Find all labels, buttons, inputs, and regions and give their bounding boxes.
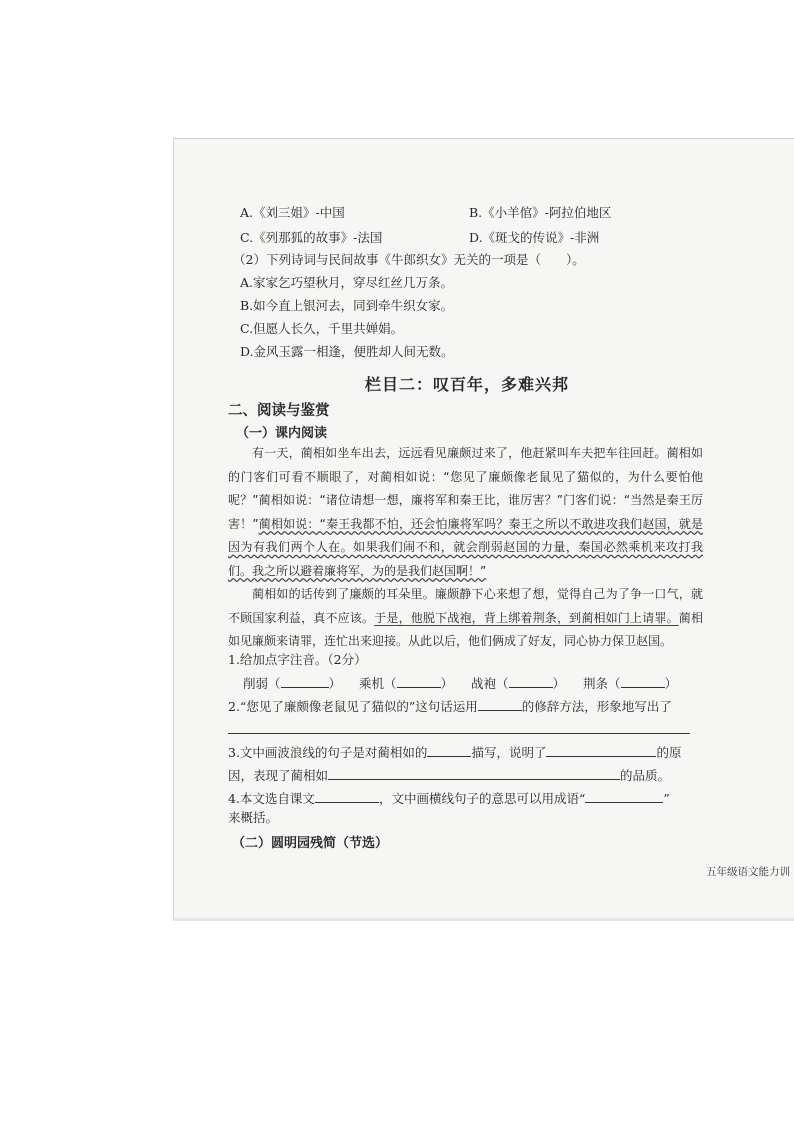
question-2-option-d: D.金风玉露一相逢，便胜却人间无数。 — [240, 344, 454, 359]
q2-blank-1[interactable] — [478, 696, 522, 711]
option-d: D.《斑戈的传说》-非洲 — [469, 230, 600, 245]
reading-passage — [228, 442, 703, 654]
page-footer: 五年级语文能力训 — [706, 866, 790, 878]
option-b: B.《小羊倌》-阿拉伯地区 — [469, 205, 612, 220]
q1-prompt: 1.给加点字注音。（2分） — [228, 652, 367, 667]
q3-blank-3[interactable] — [328, 765, 620, 780]
q3-prompt: 3.文中画波浪线的句子是对蔺相如的 描写，说明了 的原 — [228, 742, 681, 763]
passage-paragraph-2 — [228, 583, 703, 654]
passage-p2-text: 蔺相如的话传到了廉颇的耳朵里。廉颇静下心来想了想，觉得自己为了争一口气，就不顾国家利益，真不应该。 — [228, 587, 703, 625]
wavy-underlined-sentence: 蔺相如说：“秦王我都不怕，还会怕廉将军吗？秦王之所以不敢进攻我们赵国，就是因为有我们两个人在。如果我们闹不和，就会削弱赵国的力量，秦国必然乘机来攻打我们。我之所以避着廉将军，为的是我们赵国啊！” — [228, 516, 703, 578]
q2-blank-2[interactable] — [228, 719, 690, 734]
q1-word-3: 战袍（ — [471, 676, 509, 691]
question-2-prompt: （2）下列诗词与民间故事《牛郎织女》无关的一项是（ ）。 — [233, 252, 585, 267]
q1-word-2: 乘机（ — [359, 676, 397, 691]
question-2-option-a: A.家家乞巧望秋月，穿尽红丝几万条。 — [240, 275, 454, 290]
option-c: C.《列那狐的故事》-法国 — [240, 230, 383, 245]
q3-blank-1[interactable] — [427, 742, 471, 757]
q1-pinyin-row: 削弱（ ） 乘机（ ） 战袍（ ） 荆条（ ） — [243, 673, 677, 694]
subheading-yuanmingyuan: （二）圆明园残简（节选） — [232, 836, 389, 851]
q2-answer-line — [228, 719, 690, 740]
q4-blank-1[interactable] — [315, 788, 379, 803]
subheading-in-class-reading: （一）课内阅读 — [236, 426, 328, 441]
page-edge — [173, 918, 794, 921]
q1-word-1: 削弱（ — [243, 676, 281, 691]
q4-blank-2[interactable] — [585, 788, 663, 803]
q1-blank-4[interactable] — [621, 673, 665, 688]
heading-reading: 二、阅读与鉴赏 — [228, 403, 330, 419]
q1-blank-1[interactable] — [281, 673, 329, 688]
passage-p2-end: 蔺相如见廉颇来请罪，连忙出来迎接。从此以后，他们俩成了好友，同心协力保卫赵国。 — [228, 610, 703, 648]
q1-blank-2[interactable] — [397, 673, 441, 688]
q3-blank-2[interactable] — [546, 742, 656, 757]
section-title: 栏目二：叹百年，多难兴邦 — [365, 375, 570, 394]
question-2-option-c: C.但愿人长久，千里共婵娟。 — [240, 321, 404, 336]
question-2-option-b: B.如今直上银河去，同到牵牛织女家。 — [240, 298, 454, 313]
q4-line-2: 来概括。 — [228, 810, 279, 825]
q1-blank-3[interactable] — [509, 673, 553, 688]
q4-prompt: 4.本文选自课文 ，文中画横线句子的意思可以用成语“ ” — [228, 788, 670, 809]
underlined-sentence: 于是，他脱下战袍，背上绑着荆条，到蔺相如门上请罪。 — [374, 610, 679, 625]
passage-paragraph-1 — [228, 442, 703, 583]
passage-p1-text: 有一天，蔺相如坐车出去，远远看见廉颇过来了，他赶紧叫车夫把车往回赶。蔺相如的门客们可看不顺眼了，对蔺相如说：“您见了廉颇像老鼠见了猫似的，为什么要怕他呢？”蔺相如说：“诸位请想一想，廉将军和秦王比，谁厉害？”门客们说：“当然是秦王厉害！” — [228, 446, 703, 531]
q1-word-4: 荆条（ — [583, 676, 621, 691]
option-a: A.《刘三姐》-中国 — [240, 205, 345, 220]
q2-prompt: 2.“您见了廉颇像老鼠见了猫似的”这句话运用 的修辞方法，形象地写出了 — [228, 696, 672, 717]
q3-line-2: 因，表现了蔺相如 的品质。 — [228, 765, 670, 786]
